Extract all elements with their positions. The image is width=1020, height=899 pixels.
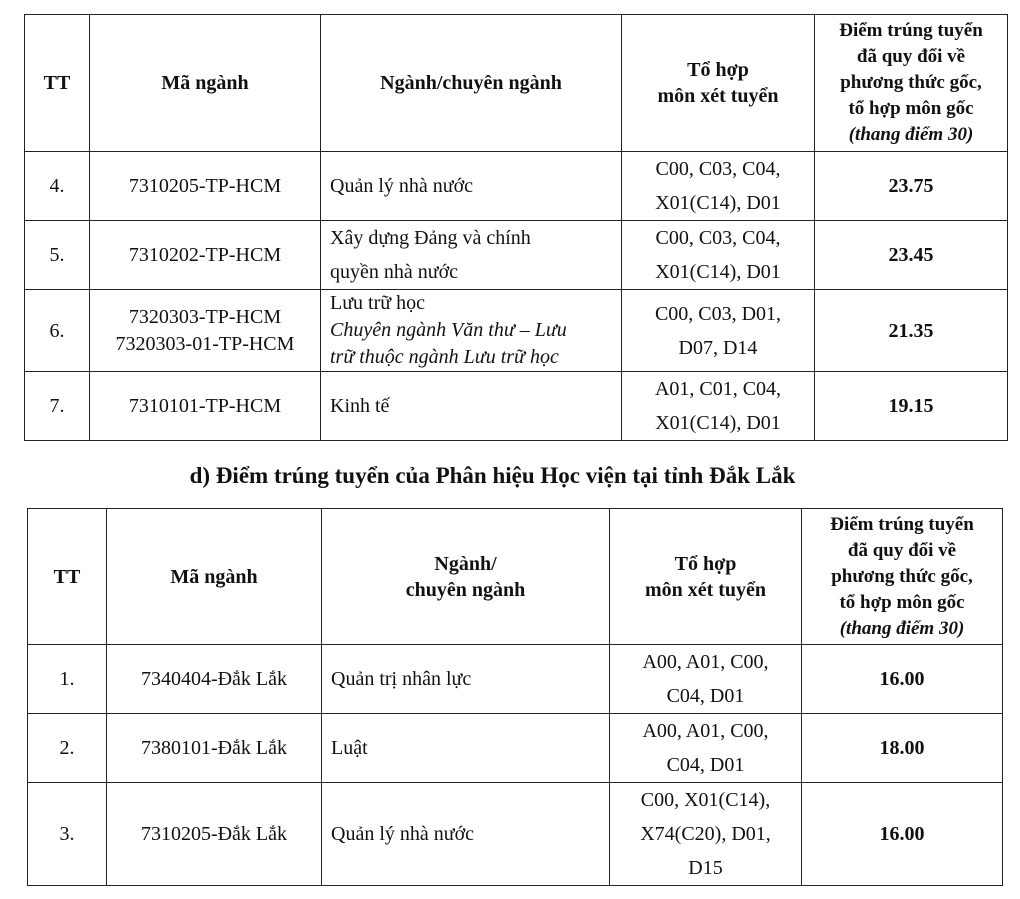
cell-combo: C00, C03, D01, D07, D14: [622, 290, 815, 372]
cell-tt: 7.: [25, 372, 90, 441]
cell-combo: A01, C01, C04, X01(C14), D01: [622, 372, 815, 441]
cell-code: 7340404-Đắk Lắk: [107, 645, 322, 714]
cell-tt: 5.: [25, 221, 90, 290]
cell-major: Quản trị nhân lực: [322, 645, 610, 714]
header-score: Điểm trúng tuyển đã quy đổi về phương thức gốc, tổ hợp môn gốc (thang điểm 30): [815, 15, 1008, 152]
header-tt: TT: [28, 509, 107, 645]
cell-tt: 2.: [28, 714, 107, 783]
table-header-row: [28, 509, 1003, 645]
cell-major: Xây dựng Đảng và chính quyền nhà nước: [321, 221, 622, 290]
table-row: [28, 783, 1003, 886]
header-code: Mã ngành: [90, 15, 321, 152]
cell-code: 7320303-TP-HCM 7320303-01-TP-HCM: [90, 290, 321, 372]
section-heading: d) Điểm trúng tuyển của Phân hiệu Học viện tại tỉnh Đắk Lắk: [189, 463, 796, 488]
admission-table-hcm: [24, 14, 1008, 441]
cell-code: 7310205-TP-HCM: [90, 152, 321, 221]
header-major: Ngành/ chuyên ngành: [322, 509, 610, 645]
cell-code: 7380101-Đắk Lắk: [107, 714, 322, 783]
header-major: Ngành/chuyên ngành: [321, 15, 622, 152]
table-row: [25, 372, 1008, 441]
cell-major: Quản lý nhà nước: [321, 152, 622, 221]
cell-score: 23.45: [815, 221, 1008, 290]
cell-tt: 1.: [28, 645, 107, 714]
header-combo: Tổ hợp môn xét tuyển: [622, 15, 815, 152]
header-score: Điểm trúng tuyển đã quy đổi về phương thức gốc, tổ hợp môn gốc (thang điểm 30): [802, 509, 1003, 645]
cell-score: 16.00: [802, 783, 1003, 886]
cell-code: 7310202-TP-HCM: [90, 221, 321, 290]
header-combo: Tổ hợp môn xét tuyển: [610, 509, 802, 645]
cell-code: 7310205-Đắk Lắk: [107, 783, 322, 886]
cell-code: 7310101-TP-HCM: [90, 372, 321, 441]
cell-combo: A00, A01, C00, C04, D01: [610, 714, 802, 783]
cell-tt: 4.: [25, 152, 90, 221]
cell-combo: C00, C03, C04, X01(C14), D01: [622, 152, 815, 221]
cell-major: Quản lý nhà nước: [322, 783, 610, 886]
header-code: Mã ngành: [107, 509, 322, 645]
admission-table-dak-lak: [27, 508, 1003, 886]
header-tt: TT: [25, 15, 90, 152]
cell-score: 21.35: [815, 290, 1008, 372]
cell-tt: 3.: [28, 783, 107, 886]
cell-combo: A00, A01, C00, C04, D01: [610, 645, 802, 714]
cell-score: 19.15: [815, 372, 1008, 441]
table-row: [28, 714, 1003, 783]
cell-score: 16.00: [802, 645, 1003, 714]
table-row: [28, 645, 1003, 714]
table-row: [25, 152, 1008, 221]
cell-score: 23.75: [815, 152, 1008, 221]
cell-combo: C00, X01(C14), X74(C20), D01, D15: [610, 783, 802, 886]
cell-tt: 6.: [25, 290, 90, 372]
cell-major: Lưu trữ học Chuyên ngành Văn thư – Lưu trữ thuộc ngành Lưu trữ học: [321, 290, 622, 372]
cell-combo: C00, C03, C04, X01(C14), D01: [622, 221, 815, 290]
table-header-row: [25, 15, 1008, 152]
table-row: [25, 221, 1008, 290]
cell-score: 18.00: [802, 714, 1003, 783]
cell-major: Luật: [322, 714, 610, 783]
table-row: [25, 290, 1008, 372]
cell-major: Kinh tế: [321, 372, 622, 441]
